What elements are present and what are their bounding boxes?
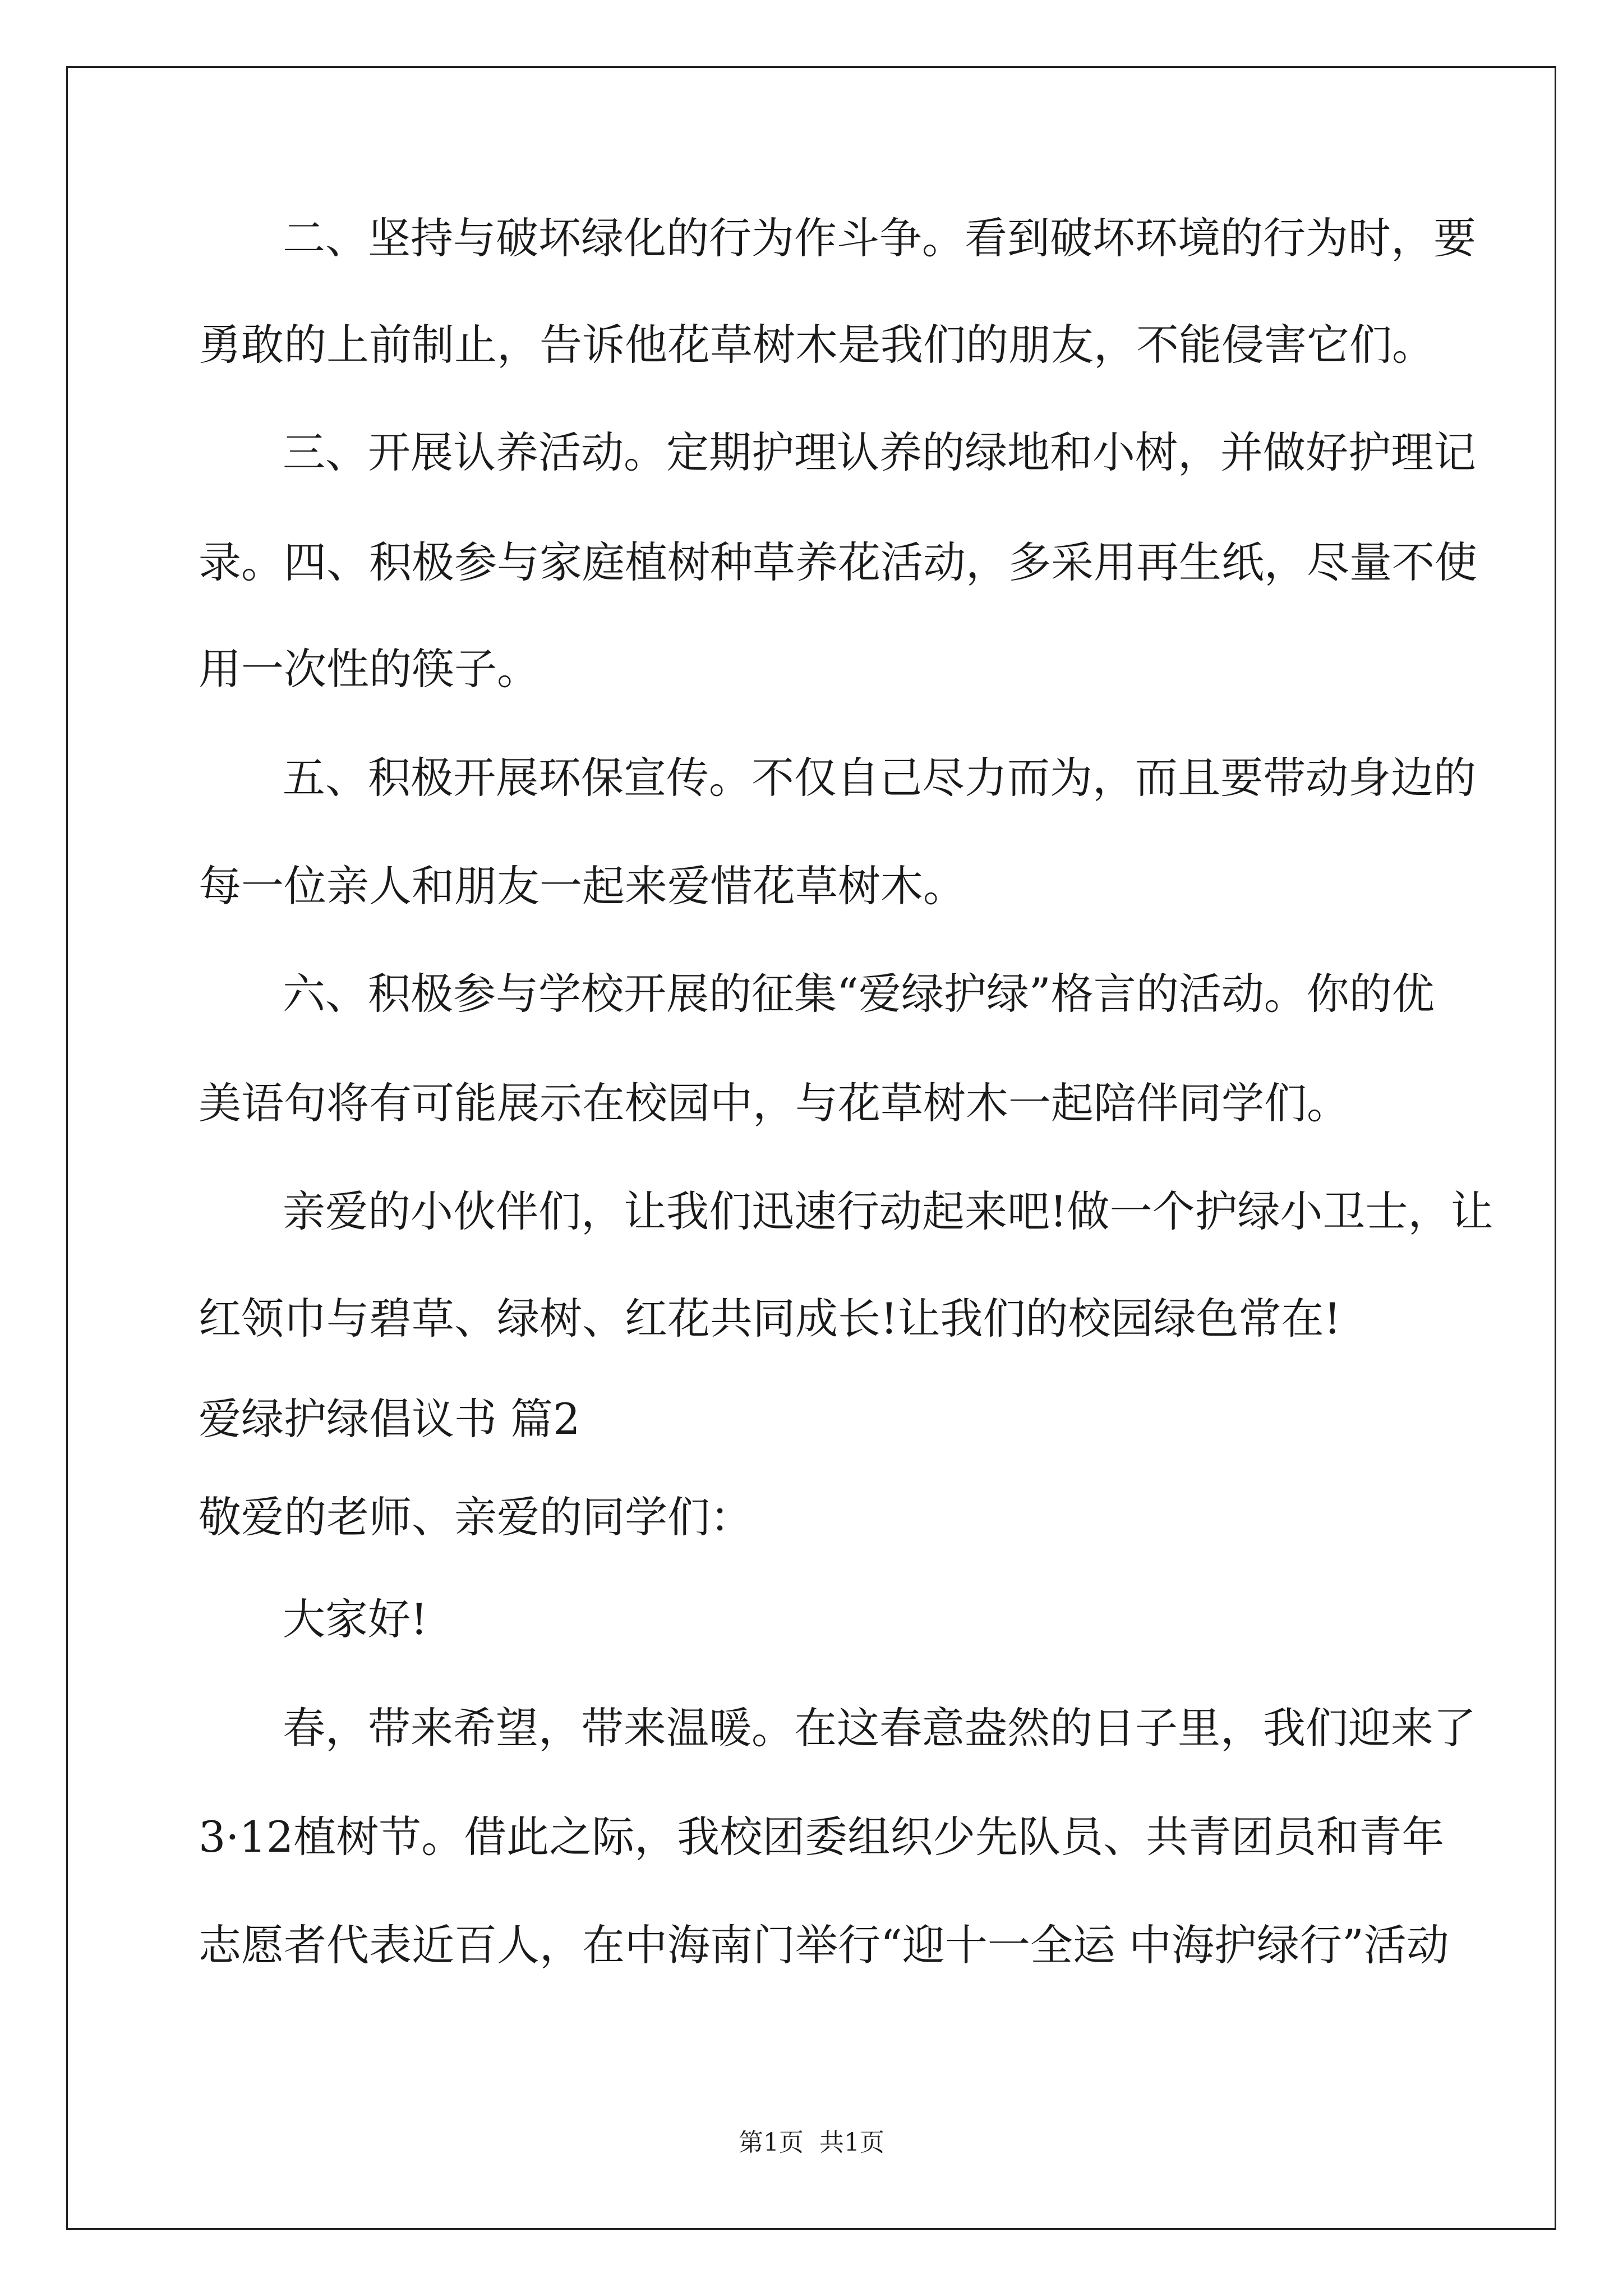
text-line: 三、开展认养活动。定期护理认养的绿地和小树，并做好护理记 [283,427,1476,477]
salutation: 敬爱的老师、亲爱的同学们： [199,1492,753,1542]
page-border [66,66,1556,2230]
text-line: 志愿者代表近百人，在中海南门举行“迎十一全运 中海护绿行”活动 [199,1920,1449,1970]
text-line: 每一位亲人和朋友一起来爱惜花草树木。 [199,861,966,911]
text-line: 美语句将有可能展示在校园中，与花草树木一起陪伴同学们。 [199,1078,1349,1128]
text-line: 春，带来希望，带来温暖。在这春意盎然的日子里，我们迎来了 [283,1703,1476,1753]
text-line: 录。四、积极参与家庭植树种草养花活动，多采用再生纸，尽量不使 [199,537,1477,587]
text-line: 用一次性的筷子。 [199,644,540,694]
text-line: 亲爱的小伙伴们，让我们迅速行动起来吧!做一个护绿小卫士，让 [283,1186,1493,1236]
section-heading: 爱绿护绿倡议书 篇2 [199,1394,580,1444]
page-footer: 第1页 共1页 [739,2128,884,2157]
greeting: 大家好! [283,1594,428,1644]
text-line: 二、坚持与破坏绿化的行为作斗争。看到破坏环境的行为时，要 [283,213,1476,263]
text-line: 六、积极参与学校开展的征集“爱绿护绿”格言的活动。你的优 [283,969,1435,1019]
text-line: 3·12植树节。借此之际，我校团委组织少先队员、共青团员和青年 [199,1812,1445,1862]
text-line: 红领巾与碧草、绿树、红花共同成长!让我们的校园绿色常在! [199,1294,1341,1343]
text-line: 五、积极开展环保宣传。不仅自己尽力而为，而且要带动身边的 [283,753,1476,803]
text-line: 勇敢的上前制止，告诉他花草树木是我们的朋友，不能侵害它们。 [199,320,1435,370]
